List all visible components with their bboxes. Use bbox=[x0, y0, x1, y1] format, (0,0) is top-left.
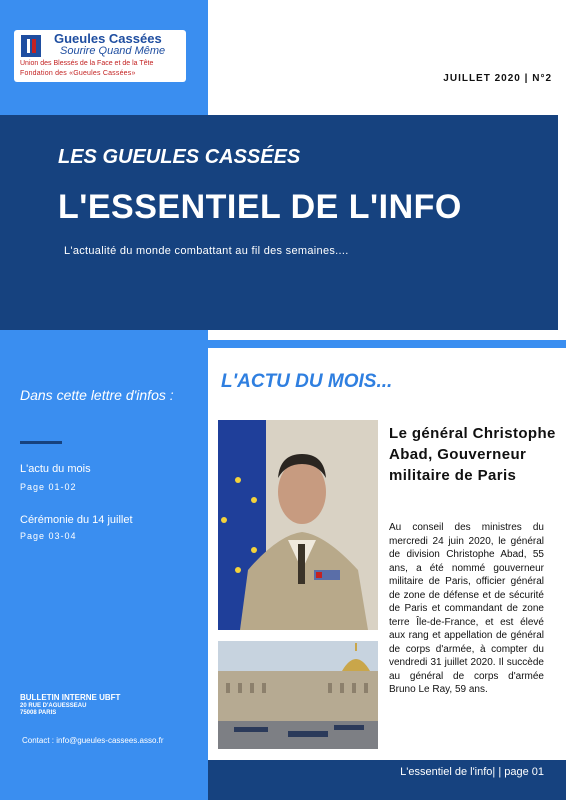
invalides-ceremony-photo bbox=[218, 641, 378, 749]
issue-date: JUILLET 2020 | N°2 bbox=[443, 73, 552, 84]
logo-foundation-line: Fondation des «Gueules Cassées» bbox=[20, 70, 136, 77]
logo-subtitle: Sourire Quand Même bbox=[60, 45, 166, 57]
section-divider-strip bbox=[208, 340, 566, 348]
footer-page-label: L'essentiel de l'info| | page 01 bbox=[400, 766, 544, 778]
article-title: Le général Christophe Abad, Gouverneur militaire de Paris bbox=[389, 425, 556, 484]
logo-title: Gueules Cassées bbox=[54, 31, 162, 46]
general-portrait-photo bbox=[218, 420, 378, 630]
address-street: 20 RUE D'AGUESSEAU bbox=[20, 703, 87, 709]
logo[interactable] bbox=[14, 30, 186, 82]
toc-divider bbox=[20, 441, 62, 444]
toc-item-pages: Page 03-04 bbox=[20, 531, 77, 541]
bulletin-label: BULLETIN INTERNE UBFT bbox=[20, 693, 121, 702]
logo-organisation-line: Union des Blessés de la Face et de la Tête bbox=[20, 60, 154, 67]
toc-item-label[interactable]: Cérémonie du 14 juillet bbox=[20, 514, 133, 526]
address-city: 75008 PARIS bbox=[20, 710, 57, 716]
page-title: L'ESSENTIEL DE L'INFO bbox=[58, 188, 462, 226]
toc-item-label[interactable]: L'actu du mois bbox=[20, 463, 91, 475]
contact-email[interactable]: Contact : info@gueules-cassees.asso.fr bbox=[22, 736, 164, 745]
article-body: Au conseil des ministres du mercredi 24 juin 2020, le général de division Christophe Abad, 55 ans, a été nommé gouverneur militaire de Paris, officier général de zone de défense et de sécurité de Paris et commandant de zone terre Île-de-France, et est élevé aux rang et appellation de général de corps d'armée, à compter du vendredi 31 juillet 2020. Il succède au général de corps d'armée Bruno Le Ray, 59 ans. bbox=[389, 522, 544, 695]
section-title: L'ACTU DU MOIS... bbox=[221, 371, 393, 392]
toc-heading: Dans cette lettre d'infos : bbox=[20, 387, 174, 403]
banner-kicker: LES GUEULES CASSÉES bbox=[58, 146, 301, 168]
toc-item-pages: Page 01-02 bbox=[20, 482, 77, 492]
shield-logo-icon bbox=[21, 35, 41, 57]
banner-tagline: L'actualité du monde combattant au fil des semaines.... bbox=[64, 245, 349, 257]
